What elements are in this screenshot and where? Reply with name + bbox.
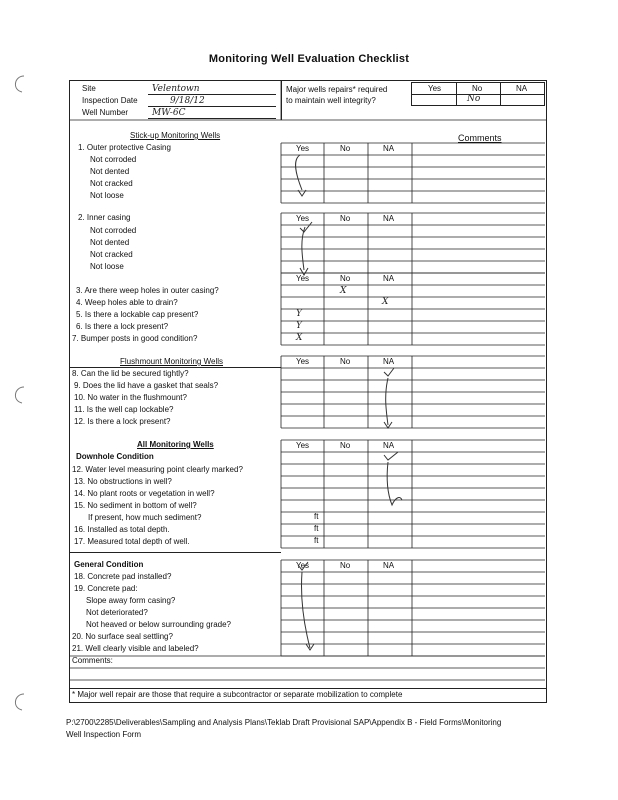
q12-label: 12. Is there a lock present? [74,417,171,426]
well-number-label: Well Number [82,108,129,117]
check-stroke [300,222,312,232]
col-header-yes: Yes [296,214,310,223]
q4-label: 4. Weep holes able to drain? [76,298,178,307]
repairs-no: No [472,84,483,93]
q14-label: 14. No plant roots or vegetation in well? [74,489,215,498]
col-header-no: No [340,561,351,570]
q15b-label: If present, how much sediment? [88,513,202,522]
q20-label: 20. No surface seal settling? [72,632,173,641]
repairs-yes: Yes [428,84,442,93]
comments-heading: Comments [458,133,502,143]
q19a-label: Slope away form casing? [86,596,176,605]
col-header-no: No [340,144,351,153]
col-header-no: No [340,441,351,450]
col-header-yes: Yes [296,561,310,570]
arrow-stroke [298,562,314,650]
q9-label: 9. Does the lid have a gasket that seals? [74,381,219,390]
col-header-na: NA [383,357,395,366]
repairs-mark: No [467,94,481,104]
arrow-stroke [384,368,394,428]
q19b-label: Not deteriorated? [86,608,148,617]
q10-label: 10. No water in the flushmount? [74,393,187,402]
file-path-line2: Well Inspection Form [66,730,141,739]
all-wells-heading-text: All Monitoring Wells [137,440,214,449]
q18-label: 18. Concrete pad installed? [74,572,172,581]
q19-label: 19. Concrete pad: [74,584,138,593]
col-header-na: NA [383,441,395,450]
q2-label: 2. Inner casing [78,213,131,222]
q19c-label: Not heaved or below surrounding grade? [86,620,231,629]
ft-label-3: ft [314,536,319,545]
arrow-stroke [296,155,306,196]
q12b-label: 12. Water level measuring point clearly marked? [72,465,243,474]
q11-label: 11. Is the well cap lockable? [74,405,174,414]
q13-label: 13. No obstructions in well? [74,477,172,486]
q3-label: 3. Are there weep holes in outer casing? [76,286,219,295]
q4-na-mark: X [382,297,389,307]
q6-yes-mark: Y [296,321,302,331]
q16-label: 16. Installed as total depth. [74,525,170,534]
footnote: * Major well repair are those that require a subcontractor or separate mobilization to complete [72,690,403,699]
q21-label: 21. Well clearly visible and labeled? [72,644,199,653]
flushmount-heading: Flushmount Monitoring Wells [120,357,224,366]
q1-item-3: Not cracked [90,179,133,188]
comments-label: Comments: [72,656,113,665]
q7-yes-mark: X [296,333,303,343]
site-value: Velentown [152,84,200,94]
date-value: 9/18/12 [170,96,205,106]
q2-item-4: Not loose [90,262,124,271]
q8-label: 8. Can the lid be secured tightly? [72,369,189,378]
inspection-date-label: Inspection Date [82,96,138,105]
arrow-stroke [384,452,402,505]
q1-item-2: Not dented [90,167,130,176]
col-header-no: No [340,274,351,283]
col-header-yes: Yes [296,357,310,366]
q2-item-3: Not cracked [90,250,133,259]
repairs-question-2: to maintain well integrity? [286,96,376,105]
col-header-na: NA [383,214,395,223]
repairs-question: Major wells repairs* required [286,85,388,94]
col-header-yes: Yes [296,441,310,450]
q2-item-2: Not dented [90,238,130,247]
q15-label: 15. No sediment in bottom of well? [74,501,197,510]
q6-label: 6. Is there a lock present? [76,322,169,331]
well-value: MW-6C [152,108,186,118]
file-path-line1: P:\2700\2285\Deliverables\Sampling and Analysis Plans\Teklab Draft Provisional SAP\Appendix B - Field Forms\Monitoring [66,718,502,727]
q7-label: 7. Bumper posts in good condition? [72,334,198,343]
stickup-heading: Stick-up Monitoring Wells [130,131,221,140]
q1-label: 1. Outer protective Casing [78,143,171,152]
col-header-na: NA [383,561,395,570]
q5-yes-mark: Y [296,309,302,319]
q1-item-1: Not corroded [90,155,137,164]
col-header-no: No [340,357,351,366]
ft-label-2: ft [314,524,319,533]
col-header-na: NA [383,144,395,153]
site-label: Site [82,84,96,93]
q17-label: 17. Measured total depth of well. [74,537,190,546]
col-header-na: NA [383,274,395,283]
q1-item-4: Not loose [90,191,124,200]
q3-no-mark: X [340,286,347,296]
downhole-heading: Downhole Condition [76,452,154,461]
arrow-stroke [300,227,308,275]
ft-label-1: ft [314,512,319,521]
general-heading: General Condition [74,560,144,569]
q2-item-1: Not corroded [90,226,137,235]
page-title: Monitoring Well Evaluation Checklist [208,53,410,65]
col-header-yes: Yes [296,144,310,153]
repairs-na: NA [516,84,528,93]
q5-label: 5. Is there a lockable cap present? [76,310,199,319]
col-header-no: No [340,214,351,223]
col-header-yes: Yes [296,274,310,283]
